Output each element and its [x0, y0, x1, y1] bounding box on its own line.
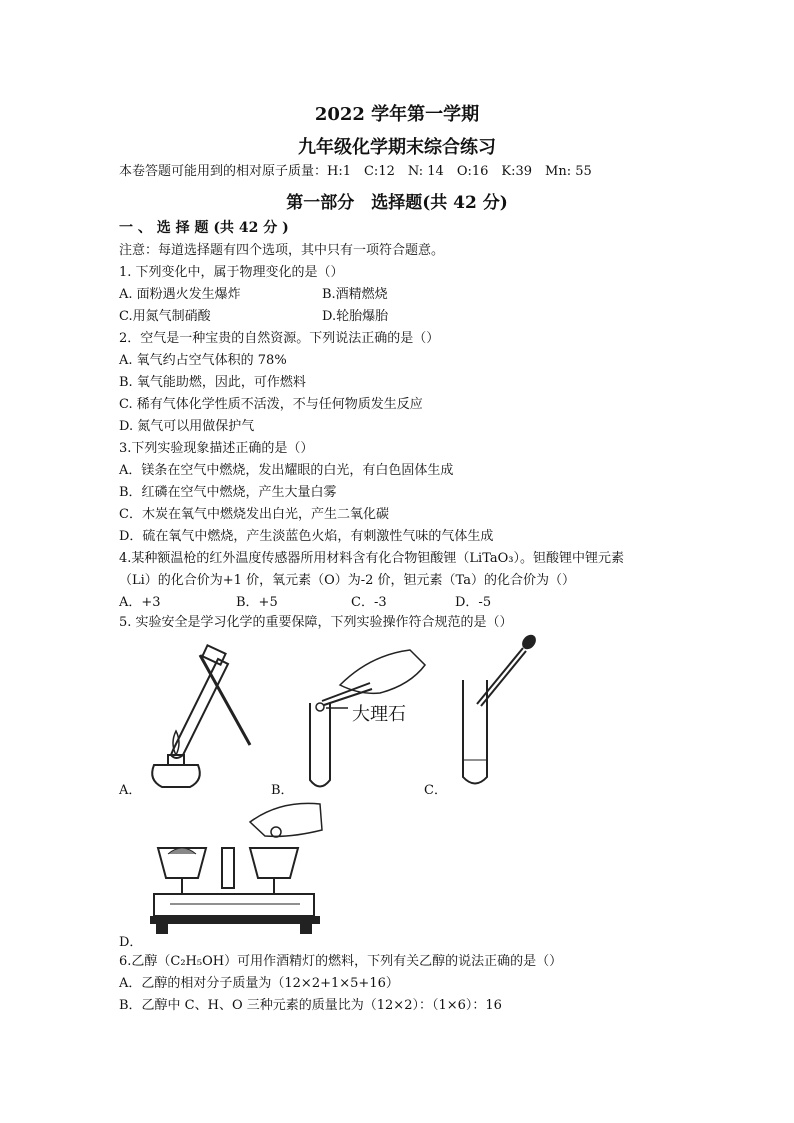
- q4-stem-line2: （Li）的化合价为+1 价，氧元素（O）为-2 价，钽元素（Ta）的化合价为（）: [119, 573, 575, 588]
- section-heading: 一 、 选 择 题 (共 42 分 ): [119, 220, 289, 236]
- q5-option-d: D．: [119, 935, 143, 950]
- atomic-masses: 本卷答题可能用到的相对原子质量：H:1 C:12 N: 14 O:16 K:39 Mn: 55: [119, 164, 592, 179]
- q3-option-c: C．木炭在氧气中燃烧发出白光，产生二氧化碳: [119, 507, 389, 522]
- q4-option-c: C．-3: [351, 595, 387, 610]
- marble-label: 大理石: [352, 704, 406, 725]
- page-title: 2022 学年第一学期: [314, 104, 480, 125]
- q3-option-b: B．红磷在空气中燃烧，产生大量白雾: [119, 485, 337, 500]
- q5-option-a: A．: [119, 783, 142, 798]
- q2-option-c: C. 稀有气体化学性质不活泼，不与任何物质发生反应: [119, 397, 423, 412]
- q3-stem: 3.下列实验现象描述正确的是（）: [119, 441, 314, 456]
- part-title: 第一部分 选择题(共 42 分): [286, 193, 508, 213]
- q1-stem: 1. 下列变化中，属于物理变化的是（）: [119, 265, 344, 280]
- figure-d-balance: [150, 800, 330, 940]
- q3-option-a: A．镁条在空气中燃烧，发出耀眼的白光，有白色固体生成: [119, 463, 454, 478]
- q1-option-b: B.酒精燃烧: [322, 287, 388, 302]
- q2-option-d: D. 氮气可以用做保护气: [119, 419, 255, 434]
- q5-option-b: B．: [271, 783, 294, 798]
- q2-stem: 2．空气是一种宝贵的自然资源。下列说法正确的是（）: [119, 331, 440, 346]
- q4-option-a: A．+3: [119, 595, 161, 610]
- q4-option-d: D．-5: [455, 595, 492, 610]
- page-subtitle: 九年级化学期末综合练习: [298, 137, 496, 158]
- q4-stem-line1: 4.某种额温枪的红外温度传感器所用材料含有化合物钽酸锂（LiTaO₃）。钽酸锂中锂元素: [119, 551, 624, 566]
- q3-option-d: D．硫在氧气中燃烧，产生淡蓝色火焰，有刺激性气味的气体生成: [119, 529, 494, 544]
- q5-stem: 5. 实验安全是学习化学的重要保障，下列实验操作符合规范的是（）: [119, 615, 513, 630]
- q6-option-b: B．乙醇中 C、H、O 三种元素的质量比为（12×2）：（1×6）：16: [119, 998, 502, 1013]
- q2-option-b: B. 氧气能助燃，因此，可作燃料: [119, 375, 306, 390]
- section-note: 注意：每道选择题有四个选项，其中只有一项符合题意。: [119, 243, 445, 258]
- q6-stem: 6.乙醇（C₂H₅OH）可用作酒精灯的燃料，下列有关乙醇的说法正确的是（）: [119, 954, 563, 969]
- q6-option-a: A．乙醇的相对分子质量为（12×2+1×5+16）: [119, 976, 399, 991]
- q2-option-a: A. 氧气约占空气体积的 78%: [119, 353, 287, 368]
- figure-a-heating-tube: [140, 645, 260, 795]
- q5-option-c: C．: [424, 783, 447, 798]
- figure-c-dropper-tube: [455, 632, 545, 792]
- q1-option-c: C.用氮气制硝酸: [119, 309, 211, 324]
- q4-option-b: B．+5: [236, 595, 278, 610]
- q1-option-d: D.轮胎爆胎: [322, 309, 389, 324]
- q1-option-a: A. 面粉遇火发生爆炸: [119, 287, 241, 302]
